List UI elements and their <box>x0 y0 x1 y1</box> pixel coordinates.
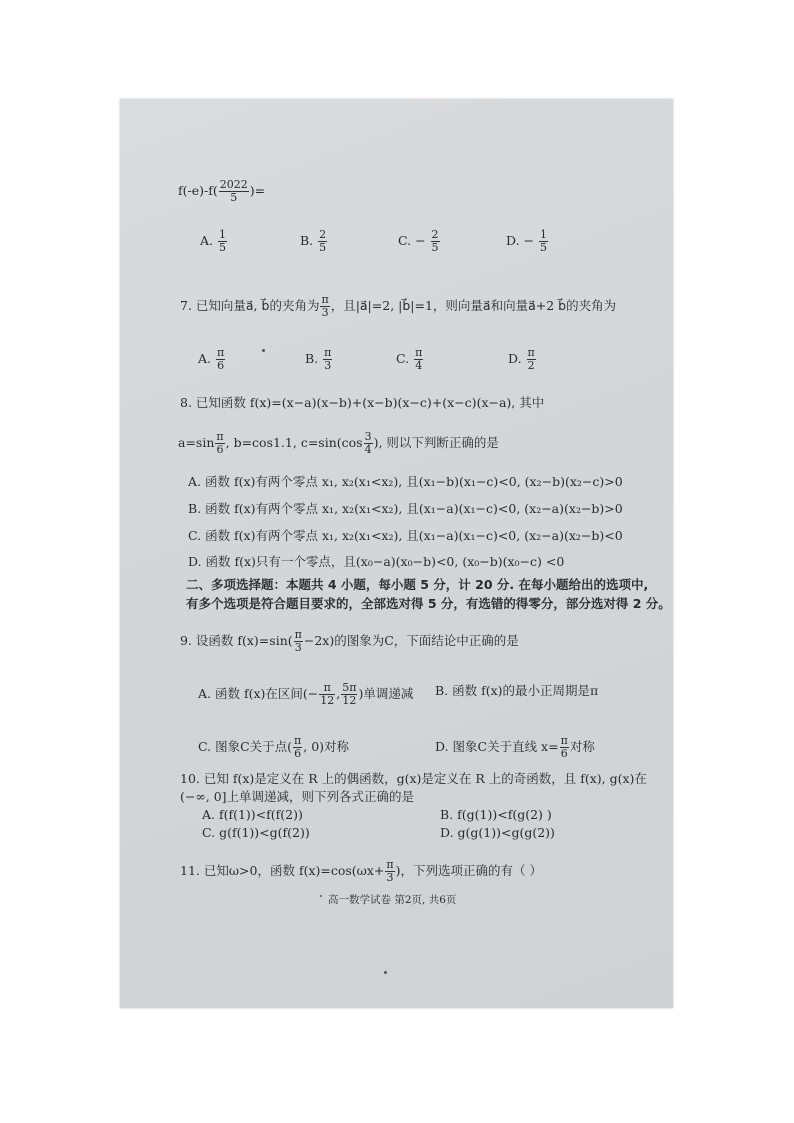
q9-a-text: A. 函数 f(x)在区间(− <box>198 686 319 701</box>
option-label: A. <box>198 351 212 366</box>
q7-option-d[interactable] <box>508 347 537 372</box>
frac-num: π <box>294 734 302 747</box>
q8-stem-line2 <box>178 431 499 456</box>
option-label: A. <box>200 233 214 248</box>
q10-stem-line1: 10. 已知 f(x)是定义在 R 上的偶函数，g(x)是定义在 R 上的奇函数，且 f(x), g(x)在 <box>180 771 647 786</box>
q7-option-a[interactable] <box>198 347 226 372</box>
frac-num: 2 <box>431 228 439 241</box>
frac-den: 5 <box>431 241 439 254</box>
q7-option-b[interactable] <box>305 347 333 372</box>
q8-option-d[interactable]: D. 函数 f(x)只有一个零点，且(x₀−a)(x₀−b)<0, (x₀−b)(x₀−c) <0 <box>188 554 565 569</box>
q9-a-comma: , <box>336 686 341 701</box>
q7-pi: π <box>321 293 329 306</box>
frac-num: 1 <box>219 228 226 241</box>
q7-text-1: 7. 已知向量a⃗, b⃗的夹角为 <box>180 298 320 313</box>
q11-stem <box>180 859 542 884</box>
q9-stem <box>180 629 519 654</box>
option-sign: − <box>415 233 426 248</box>
q11-pi: π <box>386 858 394 871</box>
option-label: C. <box>396 351 410 366</box>
exam-page-photo <box>120 99 673 1008</box>
q6-option-a[interactable] <box>200 229 228 254</box>
q10-option-d[interactable]: D. g(g(1))<g(g(2)) <box>440 825 555 840</box>
q9-three: 3 <box>294 641 302 654</box>
q9-a-tail: )单调递减 <box>358 686 414 701</box>
q9-option-b[interactable]: B. 函数 f(x)的最小正周期是π <box>435 683 599 698</box>
q8-option-c[interactable]: C. 函数 f(x)有两个零点 x₁, x₂(x₁<x₂), 且(x₁−a)(x₁−c)<0, (x₂−a)(x₂−b)<0 <box>188 528 623 543</box>
q6-expr-right: )= <box>249 183 266 198</box>
frac-num: 5π <box>342 681 357 694</box>
frac-den: 3 <box>324 359 332 372</box>
q7-three: 3 <box>321 306 329 319</box>
frac-den: 5 <box>219 241 226 254</box>
q7-option-c[interactable] <box>396 347 424 372</box>
option-label: C. <box>398 233 412 248</box>
frac-num: π <box>560 734 568 747</box>
q8-three: 3 <box>364 430 372 443</box>
q8-four: 4 <box>364 443 372 456</box>
q6-frac-num: 2022 <box>219 178 248 191</box>
q6-fraction <box>219 179 249 204</box>
option-sign: − <box>523 233 535 248</box>
frac-num: π <box>319 682 335 695</box>
q8-a-def: a=sin <box>178 435 215 450</box>
q8-option-a[interactable]: A. 函数 f(x)有两个零点 x₁, x₂(x₁<x₂), 且(x₁−b)(x₁−c)<0, (x₂−b)(x₂−c)>0 <box>188 474 623 489</box>
q8-c-def: ), 则以下判断正确的是 <box>373 435 499 450</box>
frac-num: π <box>527 346 535 359</box>
q6-expression <box>178 179 265 204</box>
frac-den: 12 <box>342 694 357 707</box>
frac-num: 2 <box>319 228 327 241</box>
q9-d-text: D. 图象C关于直线 x= <box>435 739 559 754</box>
q8-option-b[interactable]: B. 函数 f(x)有两个零点 x₁, x₂(x₁<x₂), 且(x₁−a)(x₁−c)<0, (x₂−a)(x₂−b)>0 <box>188 501 623 516</box>
q9-text-2: −2x)的图象为C，下面结论中正确的是 <box>303 633 519 648</box>
q6-option-b[interactable] <box>300 229 328 254</box>
q6-option-c[interactable] <box>398 229 441 254</box>
q9-text-1: 9. 设函数 f(x)=sin( <box>180 633 293 648</box>
q7-stem <box>180 294 616 319</box>
section2-heading-line2: 有多个选项是符合题目要求的，全部选对得 5 分，有选错的得零分，部分选对得 2 分。 <box>186 596 671 611</box>
frac-num: π <box>217 346 225 359</box>
frac-den: 6 <box>294 747 302 760</box>
frac-den: 6 <box>560 747 568 760</box>
frac-den: 4 <box>415 359 423 372</box>
frac-num: 1 <box>540 228 548 241</box>
option-label: D. <box>508 351 522 366</box>
q11-text-1: 11. 已知ω>0，函数 f(x)=cos(ωx+ <box>180 863 385 878</box>
paper-speck <box>320 895 322 897</box>
q7-text-2: ，且|a⃗|=2, |b⃗|=1，则向量a⃗和向量a⃗+2 b⃗的夹角为 <box>330 298 617 313</box>
q9-d-tail: 对称 <box>569 739 595 754</box>
q9-option-c[interactable] <box>198 735 349 760</box>
option-label: B. <box>305 351 319 366</box>
frac-den: 6 <box>217 359 225 372</box>
q8-stem-line1: 8. 已知函数 f(x)=(x−a)(x−b)+(x−b)(x−c)+(x−c)(x−a), 其中 <box>180 395 545 410</box>
q10-stem-line2: (−∞, 0]上单调递减，则下列各式正确的是 <box>180 789 415 804</box>
q11-text-2: )，下列选项正确的有（ ） <box>395 863 542 878</box>
frac-num: π <box>415 346 423 359</box>
q9-c-text: C. 图象C关于点( <box>198 739 293 754</box>
paper-speck <box>262 349 265 352</box>
q8-six: 6 <box>216 443 224 456</box>
frac-den: 5 <box>319 241 327 254</box>
q10-option-b[interactable]: B. f(g(1))<f(g(2) ) <box>440 807 552 822</box>
q9-c-tail: , 0)对称 <box>303 739 350 754</box>
q8-b-def: , b=cos1.1, c=sin(cos <box>225 435 363 450</box>
q6-expr-left: f(-e)-f( <box>178 183 218 198</box>
q6-frac-den: 5 <box>230 191 238 204</box>
frac-den: 12 <box>320 694 335 707</box>
page-footer: 高一数学试卷 第2页, 共6页 <box>328 894 457 906</box>
q9-option-a[interactable] <box>198 682 413 707</box>
q11-three: 3 <box>386 871 394 884</box>
q6-option-d[interactable] <box>506 229 549 254</box>
option-label: B. <box>300 233 314 248</box>
q8-pi: π <box>216 430 224 443</box>
option-label: D. <box>506 233 520 248</box>
frac-num: π <box>324 346 332 359</box>
section2-heading-line1: 二、多项选择题：本题共 4 小题，每小题 5 分，计 20 分. 在每小题给出的选项中, <box>186 577 649 592</box>
frac-den: 2 <box>527 359 535 372</box>
paper-speck <box>384 971 387 974</box>
q10-option-c[interactable]: C. g(f(1))<g(f(2)) <box>202 825 310 840</box>
frac-den: 5 <box>540 241 548 254</box>
q10-option-a[interactable]: A. f(f(1))<f(f(2)) <box>202 807 303 822</box>
q9-option-d[interactable] <box>435 735 595 760</box>
q9-pi: π <box>294 628 302 641</box>
